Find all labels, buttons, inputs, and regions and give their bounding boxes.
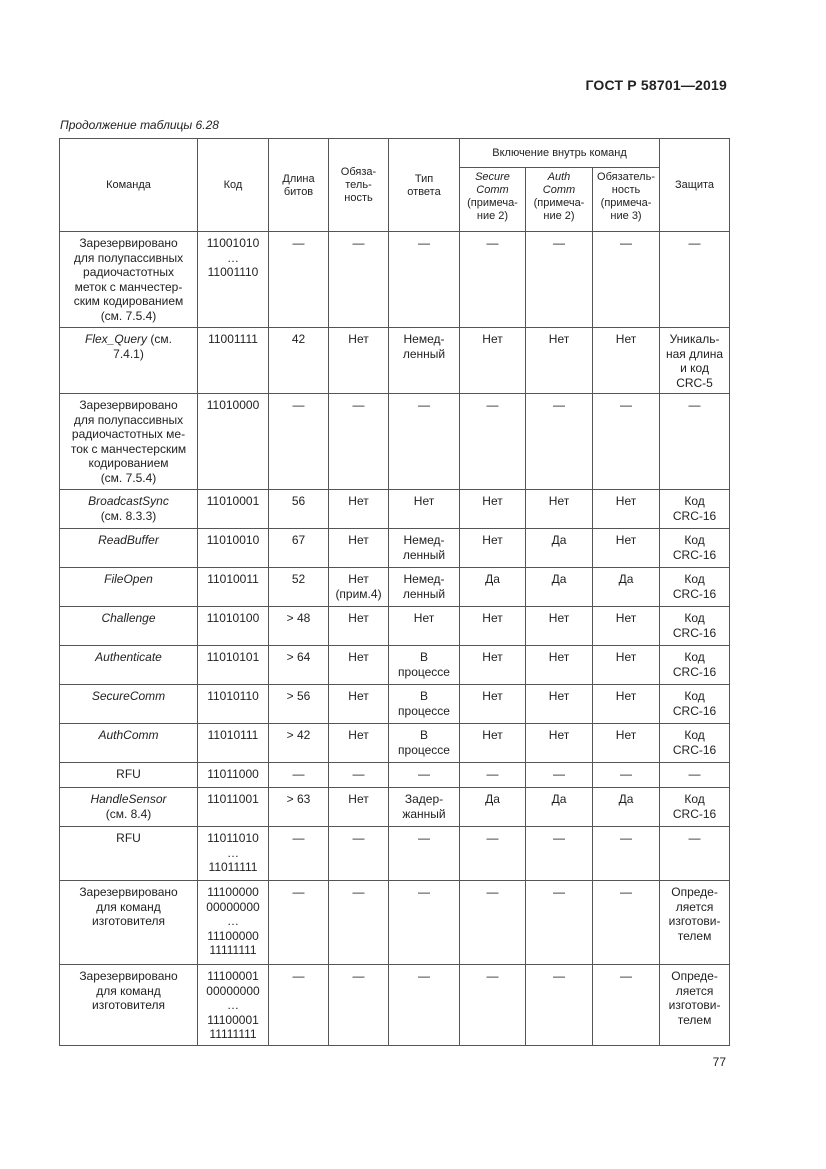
cell-secure-comm: Нет xyxy=(460,328,526,394)
cell-code: 11001111 xyxy=(198,328,269,394)
cell-auth-comm: — xyxy=(526,232,593,328)
cell-code: 11011000 xyxy=(198,763,269,788)
cell-code: 11010001 xyxy=(198,490,269,529)
cell-protection: Код CRC-16 xyxy=(660,724,730,763)
cell-auth-comm: Нет xyxy=(526,646,593,685)
table-row xyxy=(60,568,730,607)
table-row xyxy=(60,490,730,529)
table-row xyxy=(60,232,730,328)
cell-code: 11010101 xyxy=(198,646,269,685)
cell-auth-comm: Нет xyxy=(526,724,593,763)
cell-secure-comm: — xyxy=(460,232,526,328)
page-number: 77 xyxy=(712,1055,726,1069)
cell-length: — xyxy=(269,965,329,1046)
cell-command: Зарезервировано для команд изготовителя xyxy=(60,881,198,965)
cell-protection: Код CRC-16 xyxy=(660,529,730,568)
cell-code: 11001010 … 11001110 xyxy=(198,232,269,328)
cell-protection: Опреде- ляется изготови- телем xyxy=(660,881,730,965)
table-row xyxy=(60,965,730,1046)
cell-secure-comm: Нет xyxy=(460,607,526,646)
cell-mandatory: Нет xyxy=(329,685,389,724)
table-row xyxy=(60,646,730,685)
col-header-inclusion-mandatory: Обязатель- ность (примеча- ние 3) xyxy=(593,168,660,232)
table-row xyxy=(60,529,730,568)
cell-length: > 64 xyxy=(269,646,329,685)
cell-length: > 63 xyxy=(269,788,329,827)
cell-code: 11100001 00000000 … 11100001 11111111 xyxy=(198,965,269,1046)
cell-inclusion-mandatory: Нет xyxy=(593,490,660,529)
cell-command: Flex_Query (см. 7.4.1) xyxy=(60,328,198,394)
cell-command: Challenge xyxy=(60,607,198,646)
cell-auth-comm: — xyxy=(526,881,593,965)
cell-reply-type: — xyxy=(389,232,460,328)
col-header-auth-comm: Auth Comm (примеча- ние 2) xyxy=(526,168,593,232)
cell-auth-comm: Да xyxy=(526,568,593,607)
cell-mandatory: — xyxy=(329,881,389,965)
table-row xyxy=(60,881,730,965)
cell-length: — xyxy=(269,763,329,788)
cell-length: — xyxy=(269,232,329,328)
cell-length: 42 xyxy=(269,328,329,394)
cell-auth-comm: Да xyxy=(526,529,593,568)
cell-secure-comm: — xyxy=(460,394,526,490)
cell-mandatory: — xyxy=(329,394,389,490)
cell-code: 11011001 xyxy=(198,788,269,827)
cell-auth-comm: — xyxy=(526,394,593,490)
col-header-reply-type: Тип ответа xyxy=(389,139,460,232)
cell-length: 56 xyxy=(269,490,329,529)
cell-reply-type: В процессе xyxy=(389,646,460,685)
cell-code: 11010111 xyxy=(198,724,269,763)
cell-command: Authenticate xyxy=(60,646,198,685)
col-header-length: Длина битов xyxy=(269,139,329,232)
cell-command: Зарезервировано для полупассивных радиочастотных ме- ток с манчестерским кодированием (см. 7.5.4) xyxy=(60,394,198,490)
cell-mandatory: — xyxy=(329,827,389,881)
cell-protection: Код CRC-16 xyxy=(660,568,730,607)
cell-length: — xyxy=(269,827,329,881)
table-row xyxy=(60,788,730,827)
cell-inclusion-mandatory: — xyxy=(593,881,660,965)
cell-reply-type: Нет xyxy=(389,490,460,529)
cell-mandatory: Нет xyxy=(329,529,389,568)
table-row xyxy=(60,763,730,788)
cell-protection: Уникаль- ная длина и код CRC-5 xyxy=(660,328,730,394)
cell-reply-type: — xyxy=(389,763,460,788)
cell-secure-comm: Нет xyxy=(460,685,526,724)
cell-command: AuthComm xyxy=(60,724,198,763)
cell-inclusion-mandatory: Нет xyxy=(593,328,660,394)
cell-command: SecureComm xyxy=(60,685,198,724)
table-caption: Продолжение таблицы 6.28 xyxy=(60,118,219,132)
cell-protection: — xyxy=(660,827,730,881)
cell-inclusion-mandatory: Нет xyxy=(593,685,660,724)
cell-command: RFU xyxy=(60,763,198,788)
cell-reply-type: — xyxy=(389,394,460,490)
cell-code: 11010011 xyxy=(198,568,269,607)
cell-inclusion-mandatory: — xyxy=(593,965,660,1046)
cell-auth-comm: Нет xyxy=(526,490,593,529)
cell-protection: Код CRC-16 xyxy=(660,646,730,685)
commands-table xyxy=(59,138,730,1046)
cell-auth-comm: — xyxy=(526,965,593,1046)
cell-secure-comm: Нет xyxy=(460,724,526,763)
cell-secure-comm: Да xyxy=(460,788,526,827)
cell-length: 67 xyxy=(269,529,329,568)
cell-code: 11010010 xyxy=(198,529,269,568)
col-header-inclusion-group: Включение внутрь команд xyxy=(460,139,660,168)
cell-secure-comm: — xyxy=(460,881,526,965)
cell-reply-type: Нет xyxy=(389,607,460,646)
cell-inclusion-mandatory: Нет xyxy=(593,529,660,568)
cell-protection: Код CRC-16 xyxy=(660,788,730,827)
cell-command: Зарезервировано для полупассивных радиочастотных меток с манчестер- ским кодированием (см. 7.5.4) xyxy=(60,232,198,328)
cell-command: Зарезервировано для команд изготовителя xyxy=(60,965,198,1046)
cell-command: RFU xyxy=(60,827,198,881)
cell-auth-comm: — xyxy=(526,763,593,788)
cell-code: 11010100 xyxy=(198,607,269,646)
table-row xyxy=(60,685,730,724)
cell-mandatory: Нет xyxy=(329,724,389,763)
cell-reply-type: В процессе xyxy=(389,724,460,763)
cell-mandatory: — xyxy=(329,232,389,328)
cell-inclusion-mandatory: Нет xyxy=(593,607,660,646)
cell-inclusion-mandatory: Нет xyxy=(593,646,660,685)
cell-secure-comm: — xyxy=(460,763,526,788)
cell-inclusion-mandatory: — xyxy=(593,394,660,490)
cell-code: 11010000 xyxy=(198,394,269,490)
cell-length: > 56 xyxy=(269,685,329,724)
cell-protection: Опреде- ляется изготови- телем xyxy=(660,965,730,1046)
cell-secure-comm: — xyxy=(460,965,526,1046)
cell-mandatory: Нет xyxy=(329,646,389,685)
table-row xyxy=(60,724,730,763)
cell-protection: Код CRC-16 xyxy=(660,607,730,646)
cell-protection: — xyxy=(660,394,730,490)
cell-reply-type: Задер- жанный xyxy=(389,788,460,827)
cell-length: 52 xyxy=(269,568,329,607)
cell-inclusion-mandatory: Да xyxy=(593,788,660,827)
cell-secure-comm: Да xyxy=(460,568,526,607)
cell-code: 11011010 … 11011111 xyxy=(198,827,269,881)
cell-mandatory: Нет xyxy=(329,607,389,646)
cell-secure-comm: — xyxy=(460,827,526,881)
cell-auth-comm: Нет xyxy=(526,328,593,394)
cell-reply-type: Немед- ленный xyxy=(389,328,460,394)
cell-mandatory: Нет (прим.4) xyxy=(329,568,389,607)
cell-mandatory: Нет xyxy=(329,328,389,394)
cell-inclusion-mandatory: Да xyxy=(593,568,660,607)
cell-mandatory: Нет xyxy=(329,788,389,827)
cell-length: — xyxy=(269,881,329,965)
cell-inclusion-mandatory: Нет xyxy=(593,724,660,763)
cell-protection: — xyxy=(660,763,730,788)
cell-auth-comm: Нет xyxy=(526,607,593,646)
cell-secure-comm: Нет xyxy=(460,529,526,568)
cell-reply-type: — xyxy=(389,827,460,881)
table-row xyxy=(60,827,730,881)
cell-inclusion-mandatory: — xyxy=(593,232,660,328)
col-header-secure-comm: Secure Comm (примеча- ние 2) xyxy=(460,168,526,232)
cell-mandatory: — xyxy=(329,763,389,788)
cell-reply-type: — xyxy=(389,881,460,965)
cell-code: 11100000 00000000 … 11100000 11111111 xyxy=(198,881,269,965)
cell-length: > 48 xyxy=(269,607,329,646)
cell-auth-comm: — xyxy=(526,827,593,881)
table-row xyxy=(60,607,730,646)
cell-protection: Код CRC-16 xyxy=(660,685,730,724)
table-row xyxy=(60,328,730,394)
cell-command: HandleSensor (см. 8.4) xyxy=(60,788,198,827)
cell-command: BroadcastSync (см. 8.3.3) xyxy=(60,490,198,529)
cell-length: — xyxy=(269,394,329,490)
standard-number: ГОСТ Р 58701—2019 xyxy=(585,77,727,93)
cell-reply-type: — xyxy=(389,965,460,1046)
cell-reply-type: В процессе xyxy=(389,685,460,724)
cell-inclusion-mandatory: — xyxy=(593,827,660,881)
cell-command: ReadBuffer xyxy=(60,529,198,568)
col-header-command: Команда xyxy=(60,139,198,232)
cell-auth-comm: Нет xyxy=(526,685,593,724)
col-header-mandatory: Обяза- тель- ность xyxy=(329,139,389,232)
cell-inclusion-mandatory: — xyxy=(593,763,660,788)
cell-code: 11010110 xyxy=(198,685,269,724)
cell-mandatory: Нет xyxy=(329,490,389,529)
cell-mandatory: — xyxy=(329,965,389,1046)
col-header-protection: Защита xyxy=(660,139,730,232)
cell-length: > 42 xyxy=(269,724,329,763)
cell-reply-type: Немед- ленный xyxy=(389,529,460,568)
cell-command: FileOpen xyxy=(60,568,198,607)
cell-protection: — xyxy=(660,232,730,328)
cell-reply-type: Немед- ленный xyxy=(389,568,460,607)
cell-protection: Код CRC-16 xyxy=(660,490,730,529)
col-header-code: Код xyxy=(198,139,269,232)
cell-secure-comm: Нет xyxy=(460,490,526,529)
cell-secure-comm: Нет xyxy=(460,646,526,685)
table-row xyxy=(60,394,730,490)
cell-auth-comm: Да xyxy=(526,788,593,827)
